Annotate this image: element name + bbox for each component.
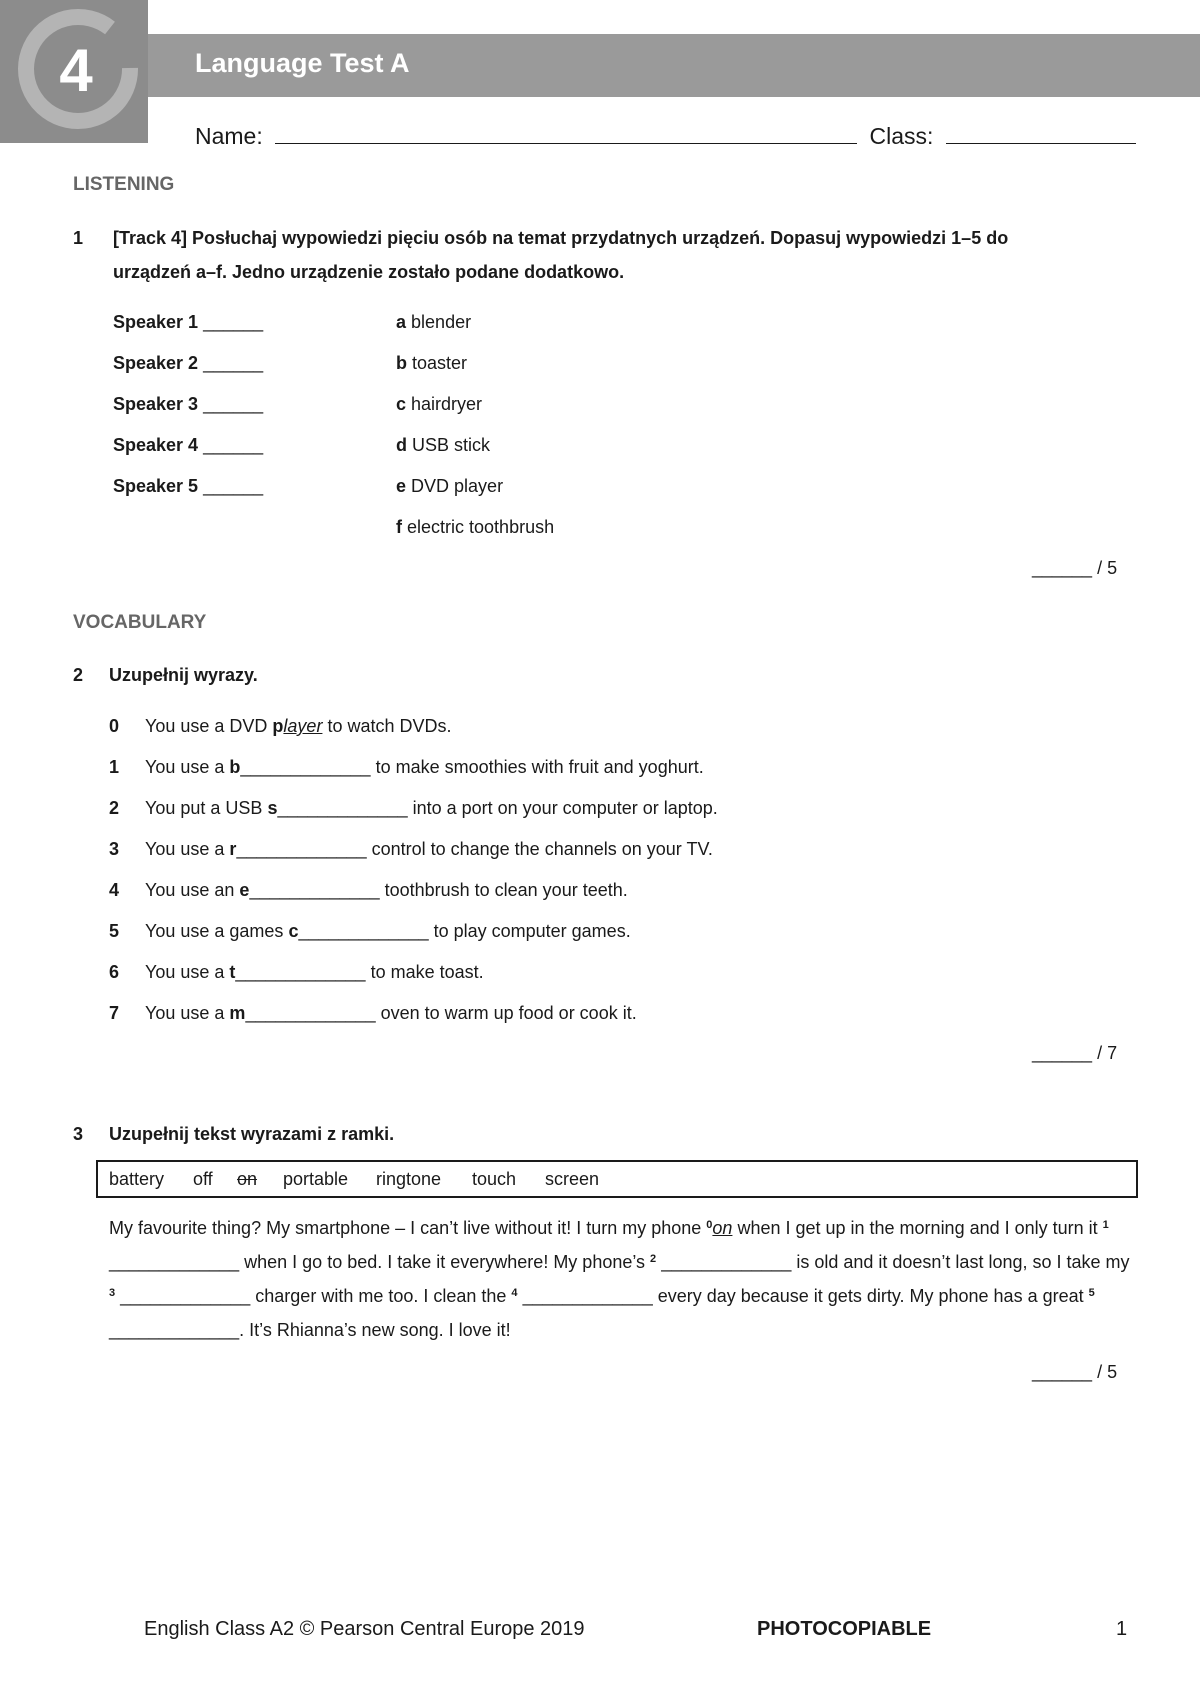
gap-blank[interactable]: _____________	[109, 1252, 240, 1272]
speaker-row[interactable]	[113, 394, 263, 415]
item-blank[interactable]: _____________	[240, 757, 371, 777]
vocab-item	[109, 1003, 637, 1024]
item-number: 1	[109, 757, 120, 777]
item-text-pre: You use a DVD	[145, 716, 273, 736]
item-number: 4	[109, 880, 120, 900]
footer-photocopiable: PHOTOCOPIABLE	[757, 1618, 932, 1640]
page-title: Language Test A	[195, 48, 410, 78]
item-number: 0	[109, 716, 120, 736]
speaker-blank[interactable]: ______	[203, 476, 264, 496]
task2-score[interactable]: ______ / 7	[1032, 1043, 1118, 1063]
text-segment: every day because it gets dirty. My phone has a great	[652, 1286, 1089, 1306]
option-text: electric toothbrush	[407, 517, 555, 537]
item-hint: e	[239, 880, 250, 900]
speaker-blank[interactable]: ______	[203, 312, 264, 332]
option-letter: e	[396, 476, 407, 496]
example-answer: on	[712, 1218, 733, 1238]
box-word: battery	[109, 1169, 165, 1189]
gap-blank[interactable]: _____________	[661, 1252, 792, 1272]
item-blank[interactable]: _____________	[245, 1003, 376, 1023]
gap-number: 1	[1102, 1219, 1109, 1231]
option-item	[396, 394, 482, 415]
item-text-pre: You use an	[145, 880, 240, 900]
option-item	[396, 435, 490, 456]
task3-number: 3	[73, 1124, 84, 1144]
item-blank[interactable]: _____________	[277, 798, 408, 818]
vocab-item	[109, 839, 713, 860]
item-text-post: to make smoothies with fruit and yoghurt.	[370, 757, 704, 777]
task1-score[interactable]: ______ / 5	[1032, 558, 1118, 578]
vocab-item	[109, 921, 631, 942]
class-label: Class:	[869, 123, 934, 149]
task2-instruction: Uzupełnij wyrazy.	[109, 665, 258, 685]
item-hint: t	[229, 962, 236, 982]
item-hint: c	[288, 921, 299, 941]
text-segment: My favourite thing? My smartphone – I can’t live without it! I turn my phone	[109, 1218, 707, 1238]
item-sentence	[145, 921, 631, 942]
box-word: screen	[545, 1169, 600, 1189]
speaker-row[interactable]	[113, 312, 263, 333]
gap-fill-text	[109, 1211, 1139, 1347]
item-text-post: oven to warm up food or cook it.	[375, 1003, 637, 1023]
option-text: USB stick	[412, 435, 491, 455]
unit-number: 4	[59, 37, 93, 104]
text-segment: . It’s Rhianna’s new song. I love it!	[239, 1320, 511, 1340]
item-blank[interactable]: _____________	[298, 921, 429, 941]
task3-instruction: Uzupełnij tekst wyrazami z ramki.	[109, 1124, 395, 1144]
option-letter: a	[396, 312, 407, 332]
item-text-post: into a port on your computer or laptop.	[407, 798, 718, 818]
box-word: touch	[472, 1169, 517, 1189]
item-sentence	[145, 757, 704, 778]
item-text-pre: You use a	[145, 757, 230, 777]
item-hint: b	[229, 757, 241, 777]
item-hint: p	[272, 716, 284, 736]
page-number: 1	[1116, 1618, 1128, 1640]
item-text-pre: You use a	[145, 839, 230, 859]
name-class-row	[195, 121, 1136, 150]
option-item	[396, 312, 471, 333]
speaker-label: Speaker 1	[113, 312, 199, 332]
option-text: blender	[411, 312, 472, 332]
text-segment: is old and it doesn’t last long, so I take my	[791, 1252, 1130, 1272]
item-number: 7	[109, 1003, 120, 1023]
item-text-post: to make toast.	[365, 962, 484, 982]
item-hint: m	[229, 1003, 246, 1023]
footer-copyright: English Class A2 © Pearson Central Europe 2019	[144, 1618, 585, 1640]
speaker-row[interactable]	[113, 353, 263, 374]
item-number: 3	[109, 839, 120, 859]
task1-instruction	[113, 221, 1153, 289]
speaker-label: Speaker 4	[113, 435, 199, 455]
option-text: hairdryer	[411, 394, 483, 414]
example-answer: layer	[283, 716, 323, 736]
option-letter: b	[396, 353, 407, 373]
speaker-row[interactable]	[113, 476, 263, 497]
item-blank[interactable]: _____________	[236, 839, 367, 859]
item-sentence	[145, 880, 628, 901]
item-blank[interactable]: _____________	[249, 880, 380, 900]
item-hint: r	[229, 839, 237, 859]
speaker-blank[interactable]: ______	[203, 353, 264, 373]
item-text-pre: You put a USB	[145, 798, 268, 818]
option-item	[396, 476, 503, 497]
option-letter: c	[396, 394, 407, 414]
box-word: off	[193, 1169, 213, 1189]
item-text-post: toothbrush to clean your teeth.	[379, 880, 628, 900]
speaker-blank[interactable]: ______	[203, 435, 264, 455]
class-field[interactable]	[946, 121, 1136, 144]
item-text-post: to play computer games.	[428, 921, 631, 941]
box-word: portable	[283, 1169, 349, 1189]
item-sentence	[145, 1003, 637, 1024]
speaker-blank[interactable]: ______	[203, 394, 264, 414]
option-item	[396, 517, 554, 538]
vocab-item	[109, 798, 718, 819]
option-letter: d	[396, 435, 407, 455]
speaker-label: Speaker 5	[113, 476, 199, 496]
name-label: Name:	[195, 123, 263, 149]
option-text: toaster	[412, 353, 468, 373]
listening-heading: LISTENING	[73, 174, 175, 195]
task3-score[interactable]: ______ / 5	[1032, 1362, 1118, 1382]
item-text-post: to watch DVDs.	[322, 716, 452, 736]
item-sentence	[145, 839, 713, 860]
item-sentence	[145, 798, 718, 819]
option-letter: f	[396, 517, 402, 537]
box-word: ringtone	[376, 1169, 442, 1189]
task1-instruction-line1: [Track 4] Posłuchaj wypowiedzi pięciu osób na temat przydatnych urządzeń. Dopasuj wypowiedzi 1–5 do	[113, 228, 1009, 248]
task2-number: 2	[73, 665, 84, 685]
vocab-item	[109, 716, 452, 737]
gap-number: 2	[650, 1253, 657, 1265]
speaker-label: Speaker 3	[113, 394, 199, 414]
item-text-pre: You use a	[145, 1003, 230, 1023]
task1-instruction-line2: urządzeń a–f. Jedno urządzenie zostało podane dodatkowo.	[113, 262, 625, 282]
gap-number: 4	[511, 1287, 518, 1299]
item-text-pre: You use a	[145, 962, 230, 982]
option-text: DVD player	[411, 476, 504, 496]
option-item	[396, 353, 467, 374]
vocabulary-heading: VOCABULARY	[73, 612, 207, 633]
gap-blank[interactable]: _____________	[120, 1286, 251, 1306]
item-number: 6	[109, 962, 120, 982]
gap-blank[interactable]: _____________	[522, 1286, 653, 1306]
item-text-pre: You use a games	[145, 921, 289, 941]
text-segment: when I get up in the morning and I only turn it	[732, 1218, 1103, 1238]
text-segment: charger with me too. I clean the	[250, 1286, 512, 1306]
speaker-row[interactable]	[113, 435, 263, 456]
item-number: 2	[109, 798, 120, 818]
item-blank[interactable]: _____________	[235, 962, 366, 982]
vocab-item	[109, 962, 484, 983]
word-box	[96, 1160, 1138, 1198]
vocab-item	[109, 757, 704, 778]
item-sentence	[145, 716, 451, 737]
text-segment: when I go to bed. I take it everywhere! My phone’s	[239, 1252, 651, 1272]
item-text-post: control to change the channels on your TV.	[366, 839, 713, 859]
gap-blank[interactable]: _____________	[109, 1320, 240, 1340]
item-hint: s	[267, 798, 278, 818]
task1-number: 1	[73, 228, 84, 248]
item-sentence	[145, 962, 484, 983]
unit-badge	[0, 0, 148, 143]
box-word-used: on	[237, 1169, 258, 1189]
gap-number: 5	[1088, 1287, 1095, 1299]
gap-number: 0	[706, 1219, 713, 1231]
gap-number: 3	[109, 1287, 116, 1299]
speaker-label: Speaker 2	[113, 353, 199, 373]
item-number: 5	[109, 921, 120, 941]
name-field[interactable]	[275, 121, 857, 144]
vocab-item	[109, 880, 628, 901]
